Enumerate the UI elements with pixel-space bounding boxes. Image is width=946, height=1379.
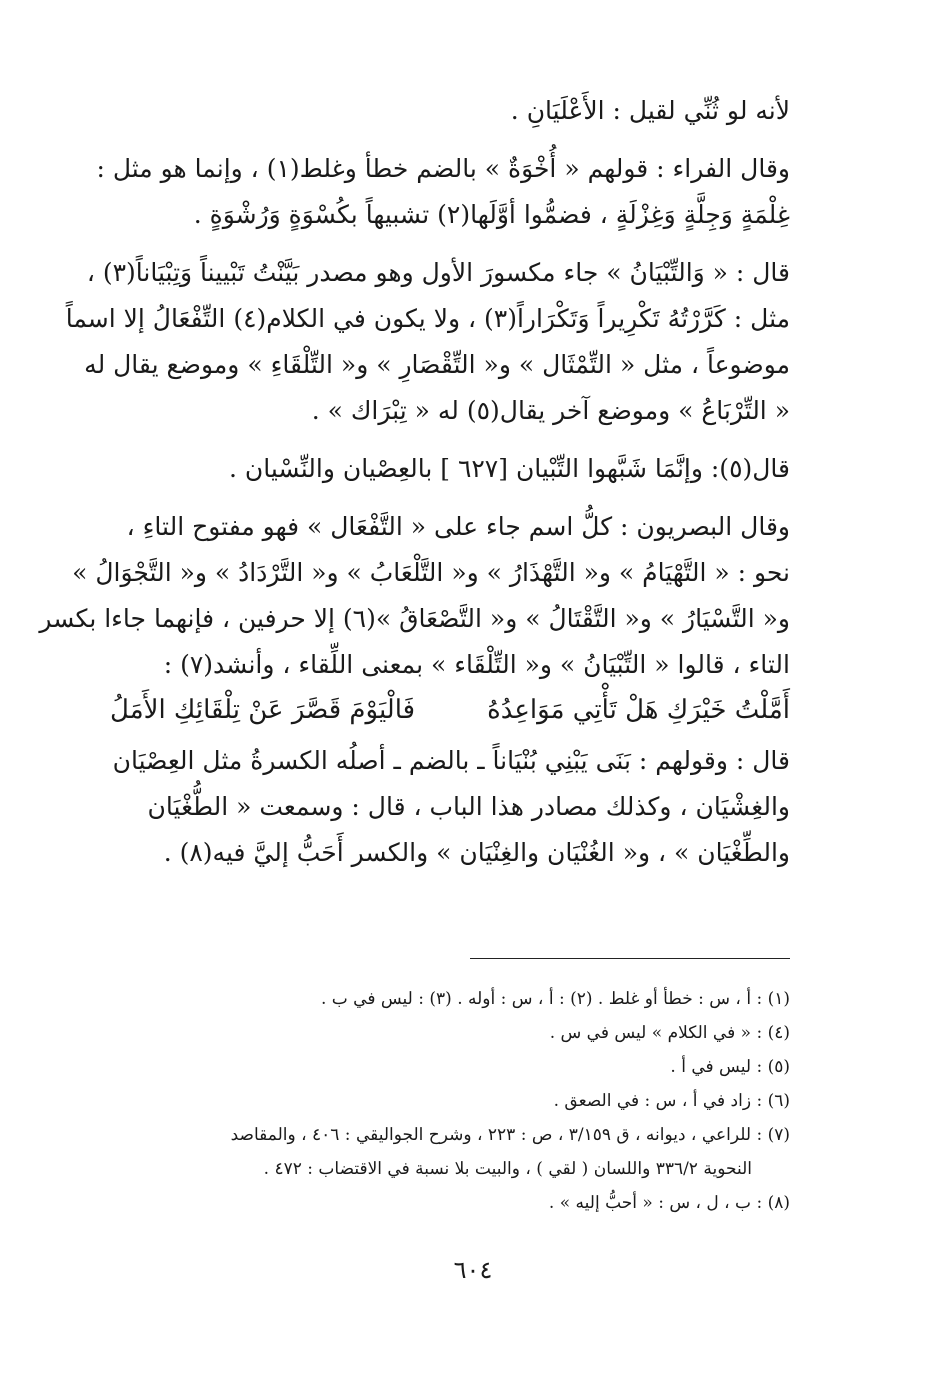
main-text [39, 88, 790, 888]
text-line: لأنه لو ثُنِّي لقيل : الأَعْلَيَانِ . [510, 96, 790, 125]
page-number: ٦٠٤ [453, 1256, 493, 1284]
footnote-line: (١) : أ ، س : خطأ أو غلط . (٢) : أ ، س : أوله . (٣) : ليس في ب . [320, 989, 790, 1009]
verse-first-hemistich: أَمَّلْتُ خَيْرَكِ هَلْ تَأْتِي مَوَاعِدُهُ [487, 695, 790, 725]
text-line: والطِّغْيَان » ، و« الغُنْيَان والغِنْيَان » والكسر أَحَبُّ إليَّ فيه(٨) . [163, 838, 790, 867]
text-line: مثل : كَرَّرْتُهُ تَكْرِيراً وَتَكْرَاراً(٣) ، ولا يكون في الكلام(٤) التِّفْعَالُ إلا اسماً [65, 304, 790, 333]
text-line: و« التَّسْيَارُ » و« التَّقْتَالُ » و« التَّصْعَاقُ »(٦) إلا حرفين ، فإنهما جاءا بكسر [39, 604, 790, 633]
paragraph-6 [110, 738, 790, 876]
text-line: وقال البصريون : كلُّ اسم جاء على « التَّفْعَال » فهو مفتوح التاءِ ، [126, 512, 790, 541]
text-line: موضوعاً ، مثل « التِّمْثَال » و« التِّقْصَارِ » و« التِّلْقَاءِ » وموضع يقال له [84, 350, 790, 379]
paragraph-2 [96, 146, 790, 238]
paragraph-4 [110, 446, 790, 492]
footnote-line: (٧) : للراعي ، ديوانه ، ق ٣/١٥٩ ، ص : ٢٢٣ ، وشرح الجواليقي : ٤٠٦ ، والمقاصد [230, 1125, 790, 1145]
text-line: غِلْمَةٍ وَجِلَّةٍ وَغِزْلَةٍ ، فضمُّوا أوَّلَها(٢) تشبيهاً بكُسْوَةٍ وَرُشْوَةٍ . [193, 200, 790, 229]
footnote-line: (٥) : ليس في أ . [670, 1057, 790, 1077]
text-line: قال : « وَالتِّبْيَانُ » جاء مكسورَ الأول وهو مصدر بَيَّنْتُ تَبْييناً وَتِبْيَاناً(٣) ، [86, 258, 790, 287]
text-line: التاء ، قالوا « التِّبْيَانُ » و« التِّلْقَاء » بمعنى اللِّقاء ، وأنشد(٧) : [163, 650, 790, 679]
footnotes [110, 982, 790, 1220]
footnote-line: النحوية ٣٣٦/٢ واللسان ( لقي ) ، والبيت بلا نسبة في الاقتضاب : ٤٧٢ . [263, 1159, 752, 1179]
paragraph-3 [65, 250, 790, 434]
footnote-line: (٨) : ب ، ل ، س : « أحبُّ إليه » . [548, 1193, 790, 1213]
paragraph-1 [110, 88, 790, 134]
text-line: قال(٥): وإنَّمَا شَبَّهوا التِّبْيان [٦٢٧ ] بالعِصْيان والنِّسْيان . [229, 454, 790, 483]
footnote-divider [470, 958, 790, 959]
footnote-line: (٦) : زاد في أ ، س : في الصعق . [553, 1091, 790, 1111]
text-line: « التِّرْبَاعُ » وموضع آخر يقال(٥) له « تِبْرَاك » . [311, 396, 790, 425]
text-line: قال : وقولهم : بَنَى يَبْنِي بُنْيَاناً ـ بالضم ـ أصلُه الكسرةُ مثل العِصْيَان [112, 746, 790, 775]
paragraph-5 [39, 504, 790, 688]
text-line: والغِشْيَان ، وكذلك مصادر هذا الباب ، قال : وسمعت « الطُّغْيَان [147, 792, 790, 821]
text-line: وقال الفراء : قولهم « أُخْوَةٌ » بالضم خطأ وغلط(١) ، وإنما هو مثل : [96, 154, 790, 183]
text-line: نحو : « التَّهْيَامُ » و« التَّهْذَارُ » و« التَّلْعَابُ » و« التَّرْدَادُ » و« التَّجْوَالُ » [72, 558, 790, 587]
footnote-line: (٤) : « في الكلام » ليس في س . [549, 1023, 790, 1043]
verse-second-hemistich: فَالْيَوْمَ قَصَّرَ عَنْ تِلْقَائِكِ الأَمَلُ [110, 695, 416, 725]
poetry-verse [110, 688, 790, 732]
